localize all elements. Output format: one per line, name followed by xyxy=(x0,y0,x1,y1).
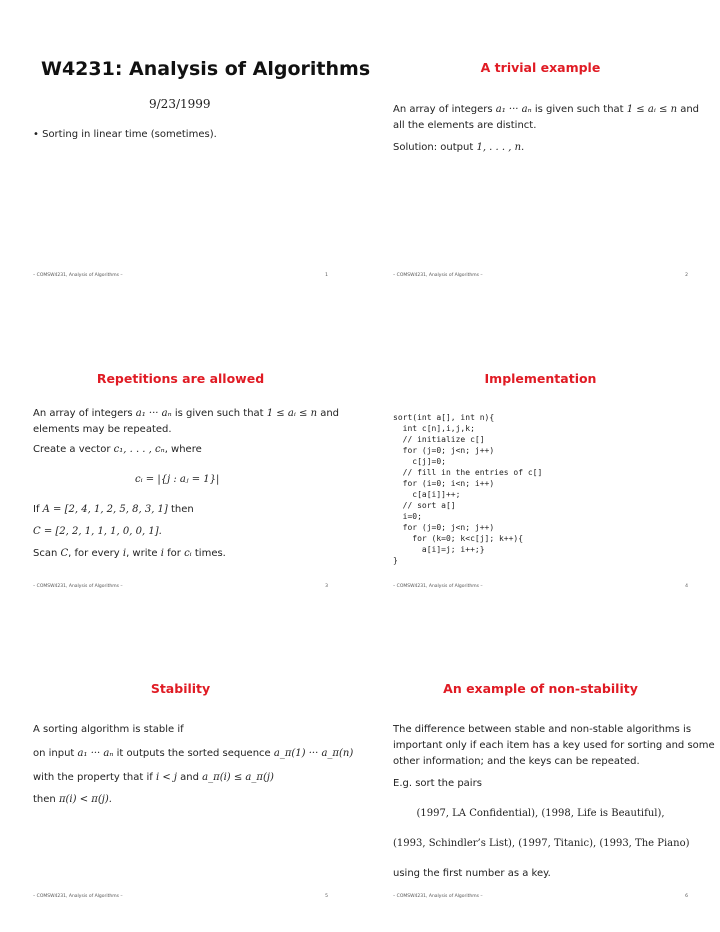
slide-5-body xyxy=(33,722,353,808)
text: then xyxy=(167,504,194,515)
slide-3-line-3 xyxy=(33,442,339,458)
slide-2-title: A trivial example xyxy=(480,60,601,75)
slide-3-body xyxy=(33,406,339,562)
slide-6-line-1: The difference between stable and non-stable algorithms is xyxy=(393,724,692,735)
slide-1-title: W4231: Analysis of Algorithms xyxy=(41,58,371,80)
slide-3-line-1 xyxy=(33,406,339,422)
slide-3-line-6 xyxy=(33,546,339,562)
page-number-4: 4 xyxy=(685,584,688,589)
slide-6-body xyxy=(393,722,715,882)
text: Solution: output xyxy=(393,142,477,153)
math: C xyxy=(60,548,69,559)
math: cᵢ xyxy=(184,548,192,559)
footer-5: – COMSW4231, Analysis of Algorithms – xyxy=(33,894,123,899)
math: A = [2, 4, 1, 2, 5, 8, 3, 1] xyxy=(42,504,168,515)
slide-3-line-4 xyxy=(33,502,339,518)
slide-4-code: sort(int a[], int n){ int c[n],i,j,k; // initialize c[] for (j=0; j<n; j++) c[j]=0; // fill in the entries of c[] for (i=0; i<n; i++) c[a[i]]++; // sort a[] i=0; for (j=0; j<n; j++) for (k=0; k<c[j]; k++){ a[i]=j; i++;} } xyxy=(393,413,543,565)
page-number-1: 1 xyxy=(325,273,328,278)
slide-3-line-2: elements may be repeated. xyxy=(33,424,172,435)
slide-1-bullet-text: Sorting in linear time (sometimes). xyxy=(42,129,217,140)
slide-5-line-1: A sorting algorithm is stable if xyxy=(33,724,184,735)
text: then xyxy=(33,794,59,805)
math: a_π(i) ≤ a_π(j) xyxy=(202,772,274,783)
page-number-2: 2 xyxy=(685,273,688,278)
text: Create a vector xyxy=(33,444,114,455)
text: and xyxy=(317,408,340,419)
text: An array of integers xyxy=(33,408,136,419)
text: and xyxy=(677,104,700,115)
slide-5-title: Stability xyxy=(150,681,211,696)
text: , write xyxy=(126,548,161,559)
slide-2-line-3 xyxy=(393,140,699,156)
text: , where xyxy=(164,444,202,455)
math: i xyxy=(160,548,164,559)
slide-2-body xyxy=(393,102,699,156)
text: on input xyxy=(33,748,78,759)
page-number-5: 5 xyxy=(325,894,328,899)
slide-6-line-2: important only if each item has a key used for sorting and some xyxy=(393,740,715,751)
footer-6: – COMSW4231, Analysis of Algorithms – xyxy=(393,894,483,899)
math: c₁, . . . , cₙ xyxy=(113,444,165,455)
text: If xyxy=(33,504,43,515)
math: 1, . . . , n. xyxy=(476,142,525,153)
slide-3-line-5: C = [2, 2, 1, 1, 1, 0, 0, 1]. xyxy=(33,526,162,537)
slide-1-bullet xyxy=(33,129,217,140)
footer-1: – COMSW4231, Analysis of Algorithms – xyxy=(33,273,123,278)
math: a₁ ··· aₙ xyxy=(77,748,114,759)
text: is given such that xyxy=(171,408,267,419)
slide-2-line-1 xyxy=(393,102,699,118)
slide-1-date: 9/23/1999 xyxy=(149,97,211,111)
math: 1 ≤ aᵢ ≤ n xyxy=(266,408,318,419)
math: π(i) < π(j). xyxy=(58,794,112,805)
slide-6-line-4: E.g. sort the pairs xyxy=(393,778,482,789)
math: a_π(1) ··· a_π(n) xyxy=(273,748,354,759)
footer-2: – COMSW4231, Analysis of Algorithms – xyxy=(393,273,483,278)
slide-6-pairs-1: (1997, LA Confidential), (1998, Life is Beautiful), xyxy=(416,808,665,819)
slide-6-line-3: other information; and the keys can be repeated. xyxy=(393,756,640,767)
text: Scan xyxy=(33,548,61,559)
page-number-3: 3 xyxy=(325,584,328,589)
slide-3-title: Repetitions are allowed xyxy=(96,371,265,386)
text: with the property that if xyxy=(33,772,156,783)
slide-5-line-3 xyxy=(33,770,353,786)
slide-5-line-4 xyxy=(33,792,353,808)
math: 1 ≤ aᵢ ≤ n xyxy=(626,104,678,115)
math: i xyxy=(122,548,127,559)
footer-3: – COMSW4231, Analysis of Algorithms – xyxy=(33,584,123,589)
slide-2-line-2: all the elements are distinct. xyxy=(393,120,537,131)
slide-6-pairs-2: (1993, Schindler’s List), (1997, Titanic), (1993, The Piano) xyxy=(393,838,690,849)
text: An array of integers xyxy=(393,104,496,115)
footer-4: – COMSW4231, Analysis of Algorithms – xyxy=(393,584,483,589)
text: and xyxy=(176,772,203,783)
text: for xyxy=(163,548,185,559)
slide-4-title: Implementation xyxy=(484,371,597,386)
math: a₁ ··· aₙ xyxy=(135,408,172,419)
bullet-icon: • xyxy=(33,129,39,140)
text: , for every xyxy=(68,548,123,559)
slide-6-line-5: using the first number as a key. xyxy=(393,868,551,879)
text: times. xyxy=(191,548,226,559)
math: a₁ ··· aₙ xyxy=(495,104,532,115)
slide-6-title: An example of non-stability xyxy=(443,681,638,696)
text: it outputs the sorted sequence xyxy=(113,748,274,759)
text: is given such that xyxy=(531,104,627,115)
page-number-6: 6 xyxy=(685,894,688,899)
slide-3-formula: cᵢ = |{j : aⱼ = 1}| xyxy=(135,474,220,485)
slide-5-line-2 xyxy=(33,746,353,762)
math: i < j xyxy=(155,772,177,783)
